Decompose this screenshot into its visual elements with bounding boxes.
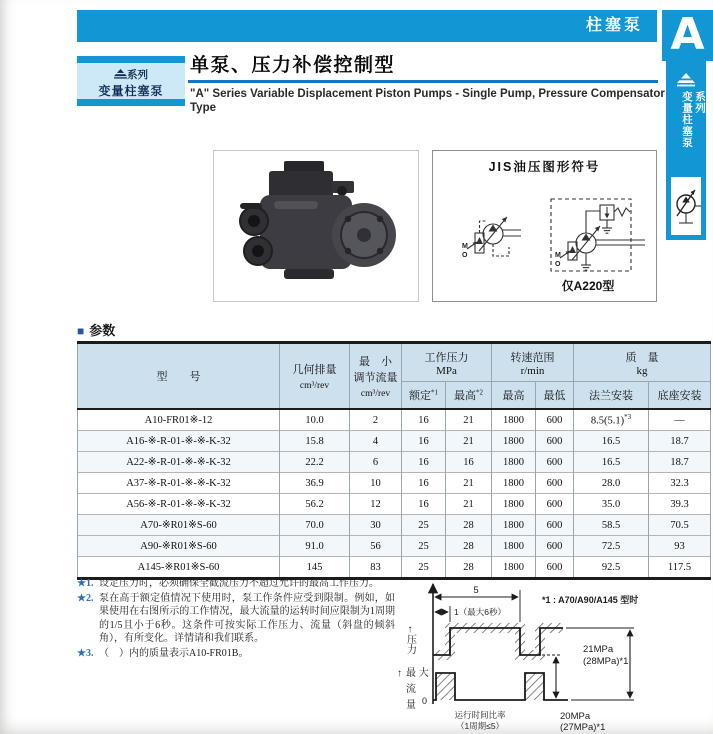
- page-subtitle: "A" Series Variable Displacement Piston Pumps - Single Pump, Pressure Compensator Type: [190, 88, 665, 114]
- table-row: [78, 452, 711, 473]
- table-cell: 28.0: [574, 473, 649, 494]
- footnote-text: （ ）内的质量表示A10-FR01B。: [99, 647, 249, 659]
- table-cell: 22.2: [280, 452, 350, 473]
- svg-text:O: O: [462, 252, 468, 259]
- footnote: [77, 577, 395, 591]
- table-cell: 600: [536, 515, 574, 536]
- table-cell: 117.5: [649, 557, 711, 579]
- svg-text:(27MPa)*1: (27MPa)*1: [560, 722, 606, 733]
- svg-text:M: M: [462, 243, 468, 250]
- table-cell: 145: [280, 557, 350, 579]
- pressure-band: [433, 628, 563, 655]
- table-cell: 58.5: [574, 515, 649, 536]
- series-badge-line2: 变量柱塞泵: [98, 84, 164, 98]
- table-cell: 600: [536, 452, 574, 473]
- table-cell: 6: [350, 452, 402, 473]
- group-speed-range: 转速范围 r/min: [492, 343, 574, 382]
- table-cell: A10-FR01※-12: [78, 409, 280, 431]
- table-cell: 28: [446, 515, 492, 536]
- side-pump-symbol-box: [671, 177, 701, 235]
- flow-pulse: [436, 673, 455, 700]
- svg-text:↑: ↑: [397, 668, 402, 679]
- table-row: [78, 536, 711, 557]
- section-heading: ■ 参数: [77, 323, 116, 338]
- table-cell: 10: [350, 473, 402, 494]
- table-cell: 600: [536, 557, 574, 579]
- table-cell: 21: [446, 409, 492, 431]
- page-title: 单泵、压力补偿控制型: [190, 55, 396, 76]
- table-cell: A37-※-R-01-※-※-K-32: [78, 473, 280, 494]
- table-cell: —: [649, 409, 711, 431]
- table-cell: 36.9: [280, 473, 350, 494]
- sub-flange-mount: 法兰安装: [574, 382, 649, 410]
- footnote-text: 泵在高于额定值情况下使用时，泵工作条件应受到限制。例如，如果使用在右图所示的工作情况，最大流量的运转时间应限制为1周期的1/5且小于6秒。这条件可按实际工作压力、流量（斜盘的倾斜角），有所变化。详情请和我们联系。: [99, 592, 395, 645]
- table-cell: A70-※R01※S-60: [78, 515, 280, 536]
- flow-pulse: [525, 673, 544, 700]
- table-cell: 25: [402, 515, 446, 536]
- jis-figure-title: JIS油压图形符号: [488, 160, 601, 174]
- footnote-text: 设定压力时，必须确保全截流压力不超过允许的最高工作压力。: [99, 578, 379, 589]
- svg-text:压力: 压力: [404, 634, 416, 654]
- col-displacement: 几何排量 cm³/rev: [280, 343, 350, 410]
- table-cell: 93: [649, 536, 711, 557]
- footnote-marker: ★2.: [77, 592, 94, 604]
- footnote-marker: ★1.: [77, 578, 94, 589]
- table-cell: 600: [536, 536, 574, 557]
- table-cell: 92.5: [574, 557, 649, 579]
- title-rule: [188, 80, 658, 83]
- duty-cycle-diagram: [390, 572, 712, 734]
- table-cell: 91.0: [280, 536, 350, 557]
- table-cell: 1800: [492, 536, 536, 557]
- table-cell: 56.2: [280, 494, 350, 515]
- table-cell: 16: [402, 409, 446, 431]
- table-cell: 16: [402, 473, 446, 494]
- svg-text:20MPa: 20MPa: [560, 711, 591, 722]
- table-cell: 12: [350, 494, 402, 515]
- table-row: [78, 473, 711, 494]
- table-cell: 18.7: [649, 452, 711, 473]
- table-body: [78, 409, 711, 579]
- svg-text:运行时间比率: 运行时间比率: [454, 710, 506, 720]
- table-cell: 15.8: [280, 431, 350, 452]
- table-cell: 16: [402, 494, 446, 515]
- table-cell: A90-※R01※S-60: [78, 536, 280, 557]
- series-logo-icon: [677, 73, 695, 87]
- table-cell: 28: [446, 557, 492, 579]
- table-cell: 600: [536, 409, 574, 431]
- table-cell: 25: [402, 557, 446, 579]
- table-cell: 600: [536, 431, 574, 452]
- table-row: [78, 515, 711, 536]
- group-working-pressure: 工作压力 MPa: [402, 343, 492, 382]
- pump-photo: [214, 151, 416, 299]
- table-cell: 28: [446, 536, 492, 557]
- table-row: [78, 431, 711, 452]
- series-badge-line1: 系列: [77, 67, 185, 82]
- footnote: [77, 647, 395, 661]
- table-cell: 30: [350, 515, 402, 536]
- table-cell: 21: [446, 431, 492, 452]
- svg-text:（1周期≤5）: （1周期≤5）: [455, 721, 505, 731]
- pump-photo-figure: [213, 150, 419, 302]
- table-cell: 18.7: [649, 431, 711, 452]
- group-mass: 质 量 kg: [574, 343, 711, 382]
- svg-text:流: 流: [406, 684, 416, 695]
- section-index-tab: A: [662, 10, 713, 61]
- footnote: [77, 592, 395, 646]
- table-cell: A16-※-R-01-※-※-K-32: [78, 431, 280, 452]
- table-cell: 35.0: [574, 494, 649, 515]
- table-cell: 16.5: [574, 431, 649, 452]
- sub-min-speed: 最低: [536, 382, 574, 410]
- table-cell: 1800: [492, 473, 536, 494]
- side-series-text: 系列 变量柱塞泵: [681, 91, 706, 149]
- table-cell: 25: [402, 536, 446, 557]
- sub-max-speed: 最高: [492, 382, 536, 410]
- svg-text:*1 : A70/A90/A145 型时: *1 : A70/A90/A145 型时: [542, 595, 639, 605]
- table-cell: A145-※R01※S-60: [78, 557, 280, 579]
- table-cell: 1800: [492, 515, 536, 536]
- table-cell: 4: [350, 431, 402, 452]
- table-cell: 72.5: [574, 536, 649, 557]
- svg-text:↑: ↑: [407, 624, 413, 635]
- table-cell: 600: [536, 473, 574, 494]
- table-cell: 1800: [492, 494, 536, 515]
- table-cell: 16: [446, 452, 492, 473]
- side-series-strip: [666, 61, 706, 240]
- table-cell: 1800: [492, 431, 536, 452]
- svg-text:0: 0: [421, 696, 427, 706]
- sub-max-pressure: 最高$^{*2}$: [446, 382, 492, 410]
- variable-pump-icon: [671, 177, 701, 235]
- svg-text:21MPa: 21MPa: [583, 644, 614, 655]
- svg-text:1（最大6秒）: 1（最大6秒）: [454, 607, 506, 617]
- category-label: 柱塞泵: [585, 17, 643, 34]
- svg-text:M: M: [555, 252, 561, 259]
- jis-figure-caption: 仅A220型: [561, 279, 615, 293]
- footnote-marker: ★3.: [77, 647, 94, 659]
- section-bullet-icon: ■: [77, 324, 85, 338]
- top-category-bar: [77, 10, 657, 42]
- table-cell: 16: [402, 431, 446, 452]
- svg-text:5: 5: [473, 585, 479, 596]
- parameters-table: [77, 341, 711, 580]
- table-cell: 2: [350, 409, 402, 431]
- svg-text:量: 量: [406, 700, 416, 711]
- table-cell: 56: [350, 536, 402, 557]
- table-cell: 70.0: [280, 515, 350, 536]
- table-row: [78, 494, 711, 515]
- svg-text:最 大: 最 大: [406, 668, 429, 679]
- table-cell: 21: [446, 473, 492, 494]
- table-cell: 1800: [492, 452, 536, 473]
- sub-rated: 额定$^{*1}$: [402, 382, 446, 410]
- table-cell: 600: [536, 494, 574, 515]
- table-cell: 16: [402, 452, 446, 473]
- table-cell: 10.0: [280, 409, 350, 431]
- svg-text:(28MPa)*1: (28MPa)*1: [583, 656, 629, 667]
- table-cell: 70.5: [649, 515, 711, 536]
- footnotes: [77, 577, 395, 662]
- table-cell: $8.5(5.1)^{*3}$: [574, 409, 649, 431]
- table-cell: 39.3: [649, 494, 711, 515]
- series-badge: [77, 56, 185, 106]
- table-cell: 21: [446, 494, 492, 515]
- table-cell: A56-※-R-01-※-※-K-32: [78, 494, 280, 515]
- table-cell: 1800: [492, 409, 536, 431]
- table-cell: 83: [350, 557, 402, 579]
- jis-symbol-figure: [432, 150, 657, 302]
- svg-text:O: O: [555, 261, 561, 268]
- col-model: 型 号: [78, 343, 280, 410]
- table-row: [78, 409, 711, 431]
- table-cell: 1800: [492, 557, 536, 579]
- table-header: [78, 343, 711, 410]
- sub-foot-mount: 底座安装: [649, 382, 711, 410]
- table-cell: 16.5: [574, 452, 649, 473]
- col-min-flow: 最 小 调节流量 cm³/rev: [350, 343, 402, 410]
- table-cell: A22-※-R-01-※-※-K-32: [78, 452, 280, 473]
- table-cell: 32.3: [649, 473, 711, 494]
- series-logo-icon: [114, 69, 127, 79]
